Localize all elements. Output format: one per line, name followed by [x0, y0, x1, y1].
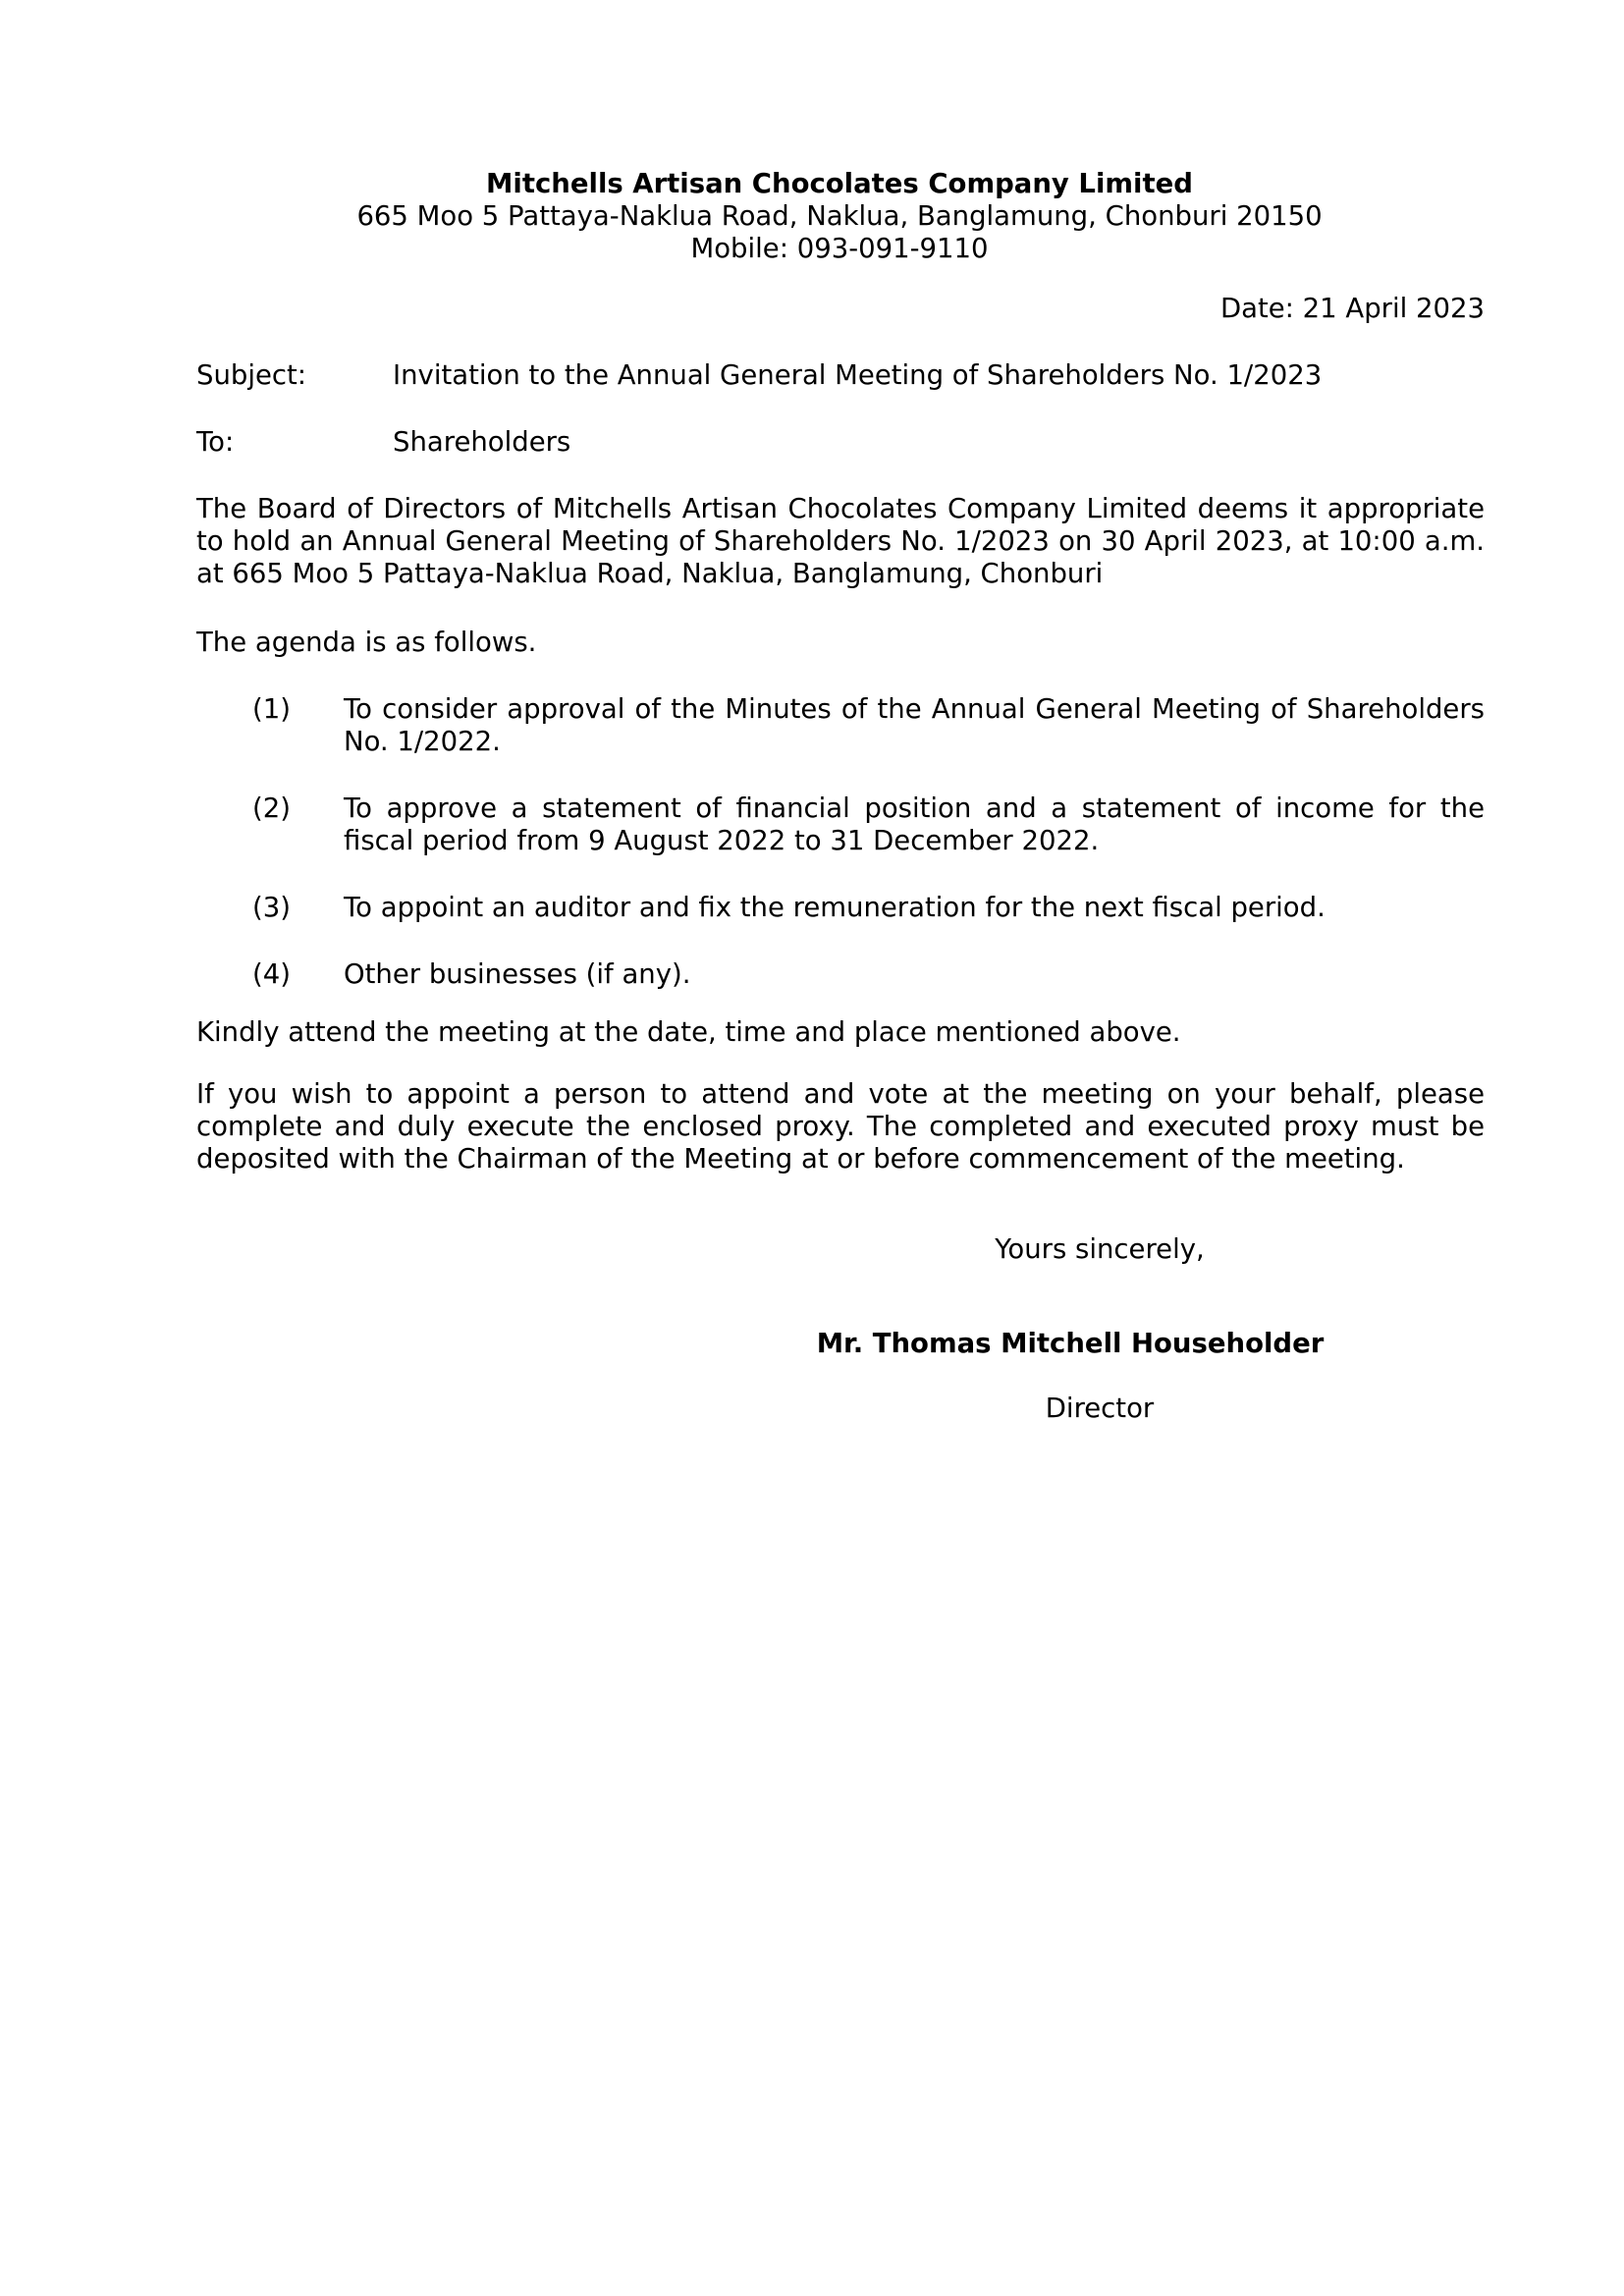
signatory-title: Director	[1045, 1393, 1155, 1424]
signatory-name: Mr. Thomas Mitchell Householder	[816, 1328, 1325, 1359]
agenda-item-number: (4)	[252, 958, 291, 990]
company-mobile: Mobile: 093-091-9110	[690, 233, 989, 264]
intro-paragraph: The Board of Directors of Mitchells Artisan Chocolates Company Limited deems it appropriate to hold an Annual General Meeting of Shareholders No. 1/2023 on 30 April 2023, at 10:00 a.m. at 665 Moo 5 Pattaya-Naklua Road, Naklua, Banglamung, Chonburi	[196, 493, 1485, 589]
closing-line: Yours sincerely,	[995, 1233, 1205, 1265]
agenda-item-text: To appoint an auditor and fix the remuneration for the next fiscal period.	[344, 892, 1326, 923]
agenda-item-number: (3)	[252, 892, 291, 923]
agenda-intro: The agenda is as follows.	[196, 627, 537, 658]
letterhead	[196, 168, 1483, 265]
recipient-label: To:	[196, 426, 235, 458]
company-name: Mitchells Artisan Chocolates Company Limited	[486, 168, 1193, 199]
company-address: 665 Moo 5 Pattaya-Naklua Road, Naklua, Banglamung, Chonburi 20150	[356, 200, 1323, 232]
subject-text: Invitation to the Annual General Meeting of Shareholders No. 1/2023	[393, 359, 1323, 391]
letter-date: Date: 21 April 2023	[1219, 293, 1485, 324]
subject-label: Subject:	[196, 359, 307, 391]
agenda-item-text: To approve a statement of financial position and a statement of income for the fiscal period from 9 August 2022 to 31 December 2022.	[344, 793, 1485, 856]
recipient-text: Shareholders	[393, 426, 571, 458]
agenda-item-text: Other businesses (if any).	[344, 958, 691, 990]
proxy-paragraph: If you wish to appoint a person to attend and vote at the meeting on your behalf, please complete and duly execute the enclosed proxy. The completed and executed proxy must be deposited with the Chairman of the Meeting at or before commencement of the meeting.	[196, 1078, 1485, 1175]
attend-paragraph: Kindly attend the meeting at the date, time and place mentioned above.	[196, 1016, 1181, 1048]
agenda-item-text: To consider approval of the Minutes of the Annual General Meeting of Shareholders No. 1/2022.	[344, 693, 1485, 757]
agenda-item-number: (1)	[252, 693, 291, 725]
agenda-item-number: (2)	[252, 793, 291, 824]
